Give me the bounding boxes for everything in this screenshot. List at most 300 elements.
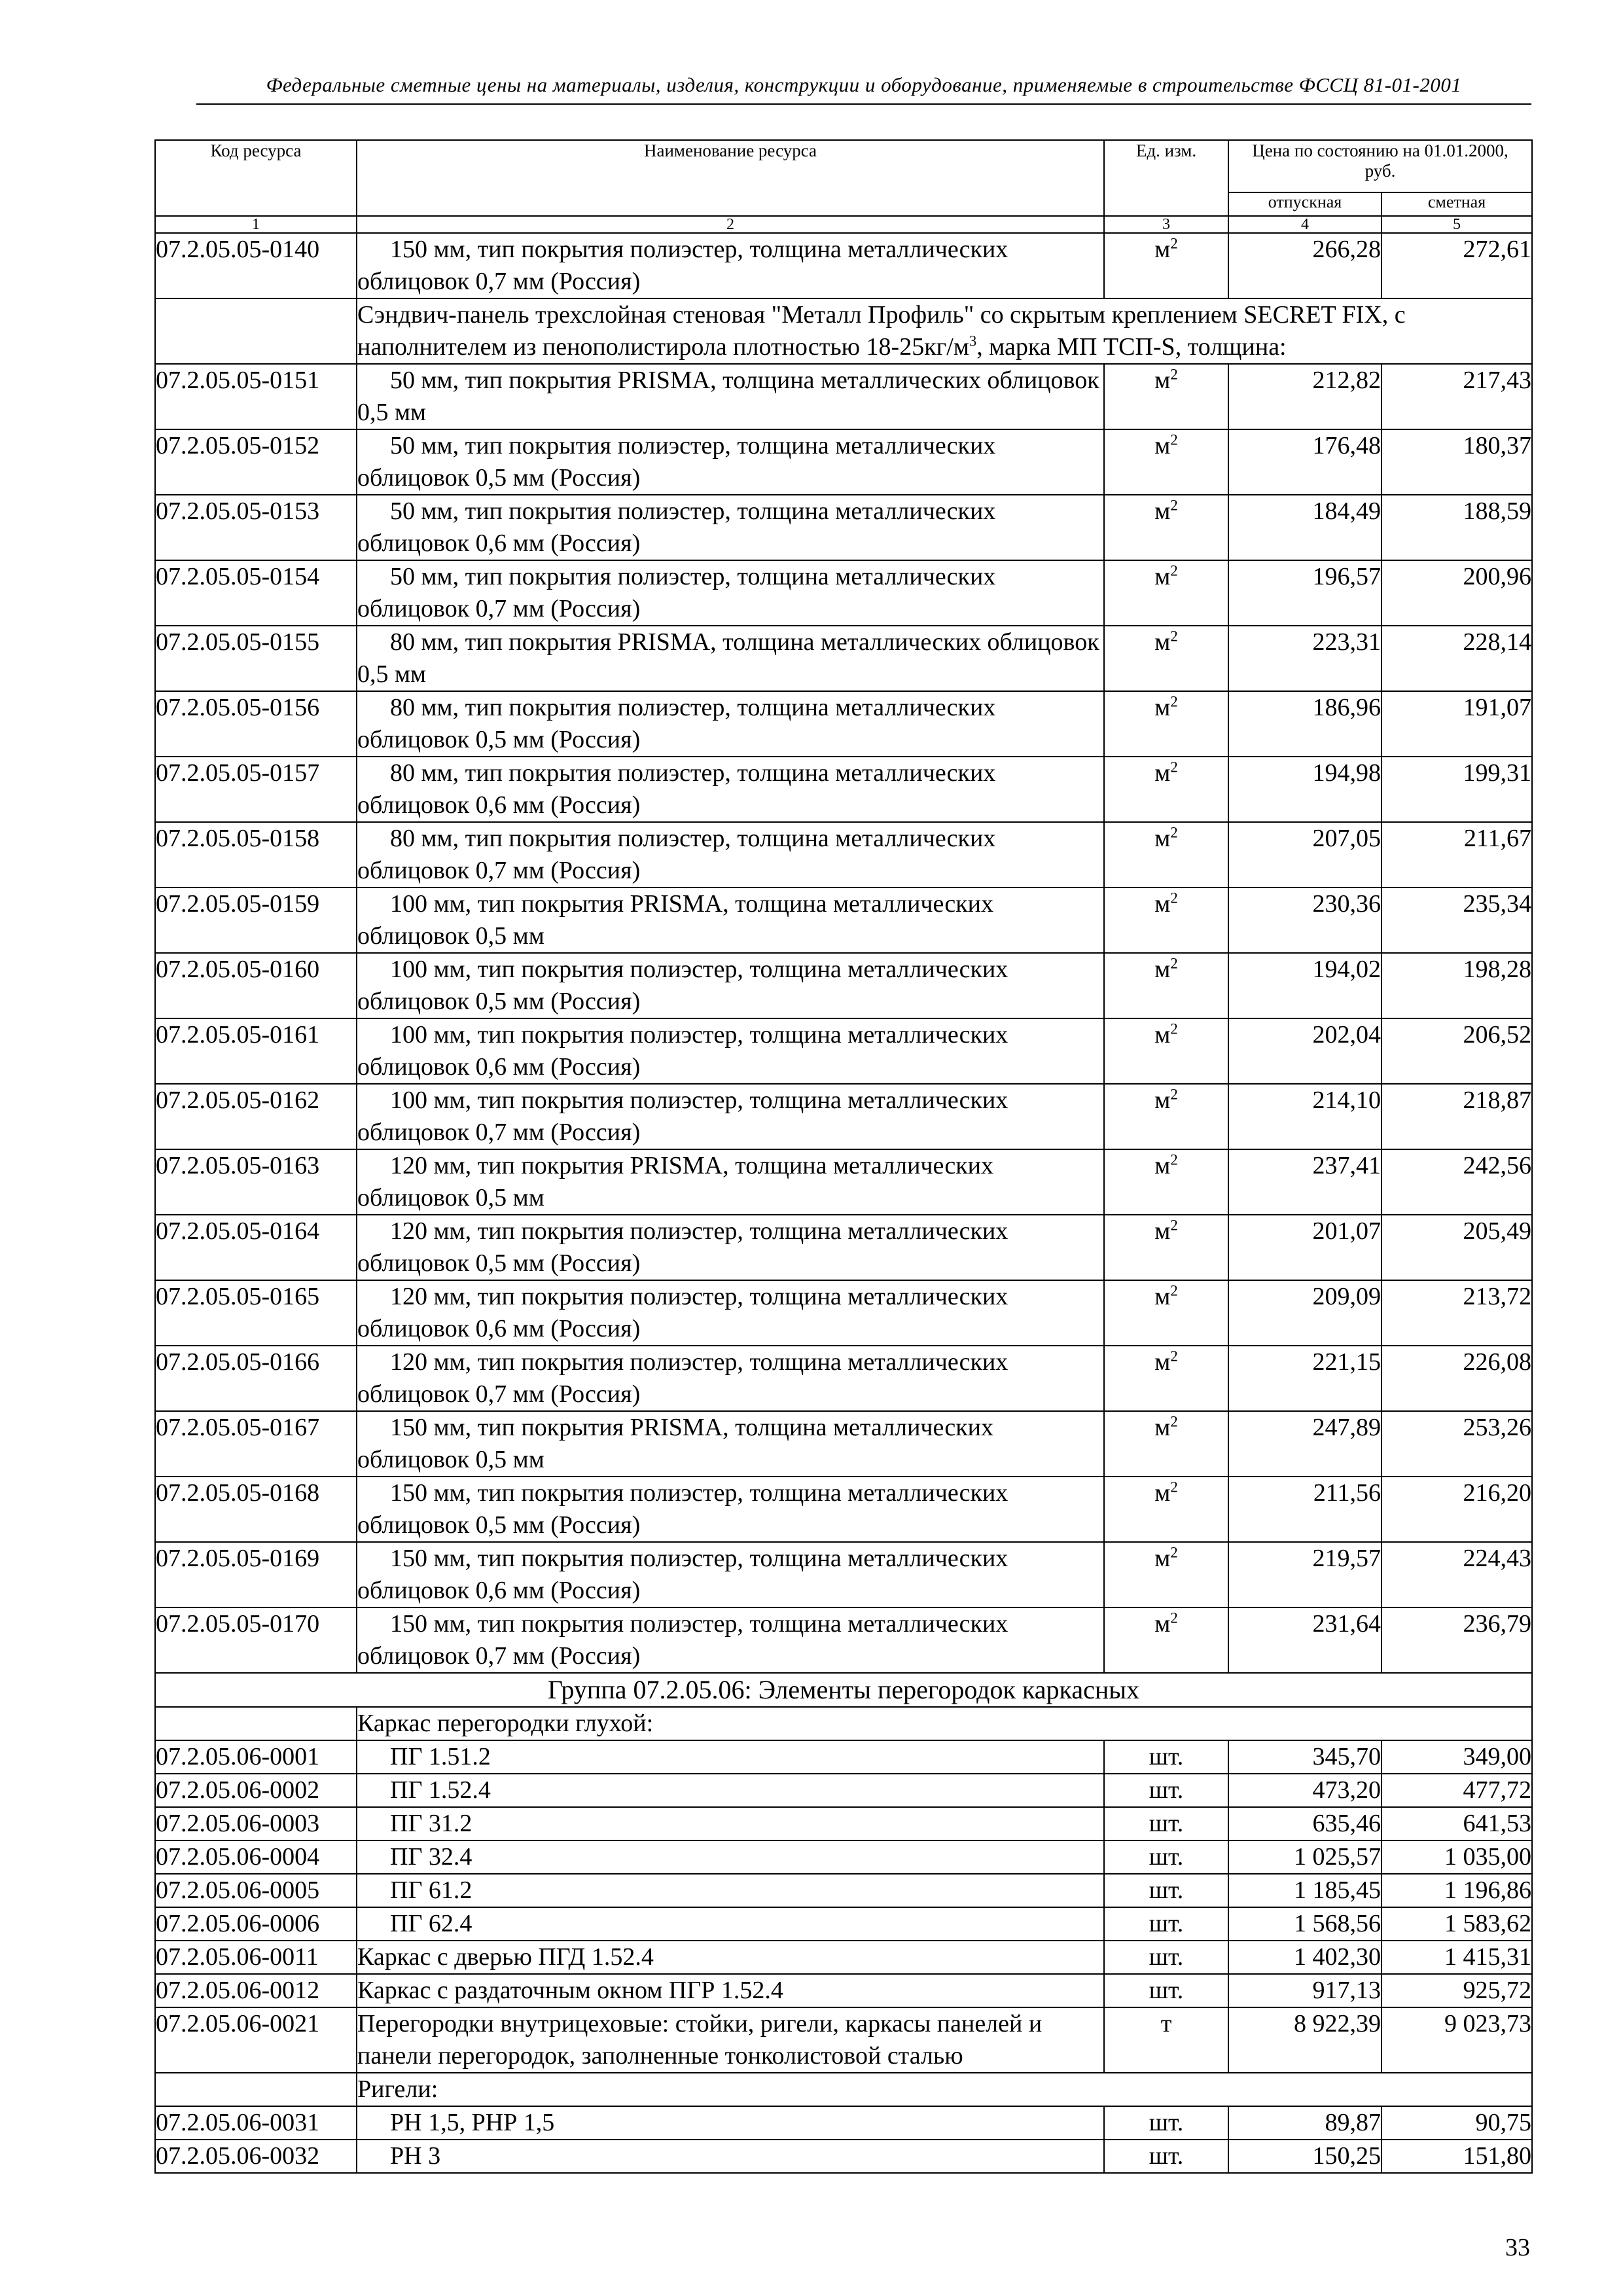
estimate-price: 188,59 [1382, 495, 1532, 560]
release-price: 230,36 [1228, 888, 1382, 953]
col-header-code: Код ресурса [155, 140, 357, 216]
unit-cell [1104, 1411, 1228, 1477]
unit-cell [1104, 2106, 1228, 2140]
column-number-row [155, 216, 1532, 233]
table-row [155, 626, 1532, 691]
resource-code: 07.2.05.05-0154 [155, 560, 357, 626]
estimate-price: 224,43 [1382, 1542, 1532, 1607]
resource-code: 07.2.05.05-0153 [155, 495, 357, 560]
unit: шт. [1149, 1843, 1184, 1871]
unit-cell [1104, 626, 1228, 691]
unit-superscript: 2 [1170, 824, 1178, 841]
resource-name: 150 мм, тип покрытия полиэстер, толщина металлических облицовок 0,5 мм (Россия) [357, 1479, 1008, 1539]
resource-code: 07.2.05.05-0167 [155, 1411, 357, 1477]
resource-code: 07.2.05.06-0031 [155, 2106, 357, 2140]
resource-name-cell [357, 1149, 1104, 1215]
unit-cell [1104, 691, 1228, 757]
table-row [155, 1477, 1532, 1542]
unit-cell [1104, 1018, 1228, 1084]
col-header-name: Наименование ресурса [357, 140, 1104, 216]
resource-code: 07.2.05.05-0162 [155, 1084, 357, 1149]
unit-cell [1104, 1974, 1228, 2007]
column-number: 3 [1104, 216, 1228, 233]
resource-name: ПГ 61.2 [390, 1876, 473, 1904]
release-price: 1 402,30 [1228, 1941, 1382, 1974]
subsection-caption [357, 1707, 1532, 1740]
unit: шт. [1149, 1876, 1184, 1904]
release-price: 231,64 [1228, 1607, 1382, 1673]
col-header-release: отпускная [1228, 192, 1382, 216]
subsection-text-tail: , марка МП ТСП-S, толщина: [976, 333, 1287, 361]
resource-code: 07.2.05.05-0165 [155, 1280, 357, 1346]
resource-name-cell [357, 2007, 1104, 2073]
col-header-unit: Ед. изм. [1104, 140, 1228, 216]
table-row [155, 1084, 1532, 1149]
empty-code-cell [155, 298, 357, 364]
estimate-price: 349,00 [1382, 1740, 1532, 1774]
subsection-row [155, 1707, 1532, 1740]
resource-code: 07.2.05.06-0003 [155, 1807, 357, 1840]
table-row [155, 1941, 1532, 1974]
column-number: 4 [1228, 216, 1382, 233]
resource-name-cell [357, 2106, 1104, 2140]
unit-superscript: 2 [1170, 1151, 1178, 1168]
table-row [155, 888, 1532, 953]
table-row [155, 1807, 1532, 1840]
estimate-price: 211,67 [1382, 822, 1532, 888]
estimate-price: 216,20 [1382, 1477, 1532, 1542]
resource-code: 07.2.05.06-0032 [155, 2140, 357, 2173]
superscript: 3 [969, 332, 977, 350]
unit-cell [1104, 1807, 1228, 1840]
resource-name-cell [357, 1346, 1104, 1411]
release-price: 8 922,39 [1228, 2007, 1382, 2073]
subsection-text: Ригели: [357, 2075, 438, 2103]
estimate-price: 242,56 [1382, 1149, 1532, 1215]
resource-name-cell [357, 1411, 1104, 1477]
resource-name: 50 мм, тип покрытия полиэстер, толщина металлических облицовок 0,6 мм (Россия) [357, 497, 996, 557]
release-price: 186,96 [1228, 691, 1382, 757]
table-row [155, 560, 1532, 626]
resource-name: 120 мм, тип покрытия полиэстер, толщина металлических облицовок 0,7 мм (Россия) [357, 1348, 1008, 1408]
resource-code: 07.2.05.05-0155 [155, 626, 357, 691]
page-number: 33 [1505, 2234, 1530, 2261]
unit: м [1154, 759, 1171, 787]
estimate-price: 1 196,86 [1382, 1874, 1532, 1907]
estimate-price: 200,96 [1382, 560, 1532, 626]
unit: м [1154, 367, 1171, 394]
table-row [155, 1411, 1532, 1477]
release-price: 247,89 [1228, 1411, 1382, 1477]
resource-name: ПГ 1.51.2 [390, 1743, 491, 1770]
resource-name: 150 мм, тип покрытия полиэстер, толщина металлических облицовок 0,7 мм (Россия) [357, 1610, 1008, 1670]
estimate-price: 198,28 [1382, 953, 1532, 1018]
resource-code: 07.2.05.05-0140 [155, 233, 357, 298]
table-row [155, 2106, 1532, 2140]
resource-name-cell [357, 1907, 1104, 1941]
resource-name-cell [357, 1215, 1104, 1280]
unit: м [1154, 497, 1171, 525]
subsection-caption [357, 2073, 1532, 2106]
resource-name-cell [357, 953, 1104, 1018]
release-price: 209,09 [1228, 1280, 1382, 1346]
estimate-price: 925,72 [1382, 1974, 1532, 2007]
estimate-price: 9 023,73 [1382, 2007, 1532, 2073]
unit: м [1154, 825, 1171, 852]
unit: м [1154, 1086, 1171, 1114]
unit-superscript: 2 [1170, 1413, 1178, 1430]
table-row [155, 1907, 1532, 1941]
unit-cell [1104, 364, 1228, 429]
unit-superscript: 2 [1170, 889, 1178, 906]
resource-code: 07.2.05.06-0001 [155, 1740, 357, 1774]
unit-cell [1104, 822, 1228, 888]
unit-superscript: 2 [1170, 693, 1178, 710]
estimate-price: 226,08 [1382, 1346, 1532, 1411]
resource-name-cell [357, 1774, 1104, 1807]
unit: шт. [1149, 2109, 1184, 2136]
resource-code: 07.2.05.06-0021 [155, 2007, 357, 2073]
table-row [155, 1840, 1532, 1874]
resource-name: 50 мм, тип покрытия полиэстер, толщина металлических облицовок 0,7 мм (Россия) [357, 563, 996, 622]
estimate-price: 1 035,00 [1382, 1840, 1532, 1874]
resource-name-cell [357, 888, 1104, 953]
unit-cell [1104, 1840, 1228, 1874]
unit-superscript: 2 [1170, 366, 1178, 383]
table-row [155, 1874, 1532, 1907]
unit: м [1154, 1610, 1171, 1638]
release-price: 473,20 [1228, 1774, 1382, 1807]
unit-cell [1104, 953, 1228, 1018]
resource-name: РН 1,5, РНР 1,5 [390, 2109, 555, 2136]
resource-code: 07.2.05.06-0002 [155, 1774, 357, 1807]
col-header-estimate: сметная [1382, 192, 1532, 216]
table-row [155, 364, 1532, 429]
resource-code: 07.2.05.05-0159 [155, 888, 357, 953]
unit-cell [1104, 233, 1228, 298]
resource-name: Каркас с раздаточным окном ПГР 1.52.4 [357, 1977, 783, 2004]
resource-code: 07.2.05.05-0156 [155, 691, 357, 757]
estimate-price: 217,43 [1382, 364, 1532, 429]
resource-name-cell [357, 626, 1104, 691]
unit: шт. [1149, 1943, 1184, 1971]
unit-superscript: 2 [1170, 235, 1178, 252]
estimate-price: 213,72 [1382, 1280, 1532, 1346]
unit-cell [1104, 560, 1228, 626]
estimate-price: 218,87 [1382, 1084, 1532, 1149]
unit-superscript: 2 [1170, 562, 1178, 579]
table-row [155, 1149, 1532, 1215]
resource-name: ПГ 1.52.4 [390, 1776, 491, 1804]
unit: м [1154, 1348, 1171, 1376]
subsection-text: Сэндвич-панель трехслойная стеновая "Металл Профиль" со скрытым креплением SECRET FIX, с наполнителем из пенополистирола плотностью 18-25кг/м [357, 301, 1406, 361]
release-price: 201,07 [1228, 1215, 1382, 1280]
unit-superscript: 2 [1170, 628, 1178, 645]
resource-name-cell [357, 495, 1104, 560]
unit: м [1154, 1021, 1171, 1049]
resource-name: 80 мм, тип покрытия полиэстер, толщина металлических облицовок 0,7 мм (Россия) [357, 825, 996, 884]
resource-name-cell [357, 1974, 1104, 2007]
unit-superscript: 2 [1170, 1217, 1178, 1234]
estimate-price: 235,34 [1382, 888, 1532, 953]
resource-name-cell [357, 1280, 1104, 1346]
table-row [155, 1774, 1532, 1807]
resource-code: 07.2.05.05-0169 [155, 1542, 357, 1607]
resource-name: 80 мм, тип покрытия полиэстер, толщина металлических облицовок 0,5 мм (Россия) [357, 694, 996, 753]
group-heading: Группа 07.2.05.06: Элементы перегородок каркасных [155, 1673, 1532, 1707]
unit-cell [1104, 1149, 1228, 1215]
resource-name: 100 мм, тип покрытия полиэстер, толщина металлических облицовок 0,7 мм (Россия) [357, 1086, 1008, 1146]
column-number: 5 [1382, 216, 1532, 233]
unit-cell [1104, 1542, 1228, 1607]
resource-name: 120 мм, тип покрытия PRISMA, толщина металлических облицовок 0,5 мм [357, 1152, 994, 1211]
unit: м [1154, 1283, 1171, 1310]
unit-cell [1104, 429, 1228, 495]
resource-code: 07.2.05.06-0004 [155, 1840, 357, 1874]
empty-code-cell [155, 1707, 357, 1740]
resource-code: 07.2.05.05-0170 [155, 1607, 357, 1673]
resource-name-cell [357, 822, 1104, 888]
estimate-price: 90,75 [1382, 2106, 1532, 2140]
unit-cell [1104, 1874, 1228, 1907]
unit: шт. [1149, 2142, 1184, 2170]
release-price: 266,28 [1228, 233, 1382, 298]
table-row [155, 822, 1532, 888]
unit-superscript: 2 [1170, 1086, 1178, 1103]
table-row [155, 1542, 1532, 1607]
resource-name: 150 мм, тип покрытия полиэстер, толщина металлических облицовок 0,7 мм (Россия) [357, 236, 1008, 295]
unit-superscript: 2 [1170, 431, 1178, 448]
release-price: 207,05 [1228, 822, 1382, 888]
unit: м [1154, 1545, 1171, 1572]
unit-cell [1104, 2140, 1228, 2173]
resource-price-table [154, 139, 1533, 2174]
resource-name-cell [357, 757, 1104, 822]
resource-name: 100 мм, тип покрытия полиэстер, толщина металлических облицовок 0,6 мм (Россия) [357, 1021, 1008, 1081]
resource-name: РН 3 [390, 2142, 441, 2170]
page-header-title: Федеральные сметные цены на материалы, изделия, конструкции и оборудование, применяемые в строительстве ФССЦ 81-01-2001 [266, 73, 1462, 96]
unit: шт. [1149, 1743, 1184, 1770]
header-rule [196, 103, 1531, 105]
table-row [155, 1740, 1532, 1774]
unit: м [1154, 628, 1171, 656]
unit-superscript: 2 [1170, 1020, 1178, 1037]
table-row [155, 1607, 1532, 1673]
table-row [155, 1346, 1532, 1411]
unit-cell [1104, 1907, 1228, 1941]
table-row [155, 233, 1532, 298]
unit-cell [1104, 1774, 1228, 1807]
unit: шт. [1149, 1810, 1184, 1837]
column-number: 1 [155, 216, 357, 233]
release-price: 150,25 [1228, 2140, 1382, 2173]
unit-cell [1104, 495, 1228, 560]
resource-name-cell [357, 560, 1104, 626]
resource-name-cell [357, 1740, 1104, 1774]
resource-name-cell [357, 429, 1104, 495]
resource-name: 80 мм, тип покрытия PRISMA, толщина металлических облицовок 0,5 мм [357, 628, 1099, 688]
estimate-price: 151,80 [1382, 2140, 1532, 2173]
release-price: 176,48 [1228, 429, 1382, 495]
release-price: 212,82 [1228, 364, 1382, 429]
resource-name: ПГ 31.2 [390, 1810, 473, 1837]
resource-code: 07.2.05.06-0006 [155, 1907, 357, 1941]
resource-name-cell [357, 1941, 1104, 1974]
unit: м [1154, 890, 1171, 918]
col-header-price-group: Цена по состоянию на 01.01.2000, руб. [1228, 140, 1532, 192]
unit-cell [1104, 888, 1228, 953]
resource-code: 07.2.05.05-0160 [155, 953, 357, 1018]
unit: м [1154, 694, 1171, 721]
table-row [155, 1215, 1532, 1280]
resource-code: 07.2.05.05-0166 [155, 1346, 357, 1411]
release-price: 219,57 [1228, 1542, 1382, 1607]
release-price: 202,04 [1228, 1018, 1382, 1084]
resource-name-cell [357, 691, 1104, 757]
unit: шт. [1149, 1776, 1184, 1804]
unit: м [1154, 1414, 1171, 1441]
table-body [155, 233, 1532, 2173]
estimate-price: 1 415,31 [1382, 1941, 1532, 1974]
estimate-price: 236,79 [1382, 1607, 1532, 1673]
table-row [155, 429, 1532, 495]
table-row [155, 691, 1532, 757]
resource-name: Каркас с дверью ПГД 1.52.4 [357, 1943, 654, 1971]
release-price: 917,13 [1228, 1974, 1382, 2007]
estimate-price: 228,14 [1382, 626, 1532, 691]
resource-name-cell [357, 1807, 1104, 1840]
unit-cell [1104, 1346, 1228, 1411]
table-header-row [155, 140, 1532, 192]
unit-superscript: 2 [1170, 1348, 1178, 1365]
estimate-price: 191,07 [1382, 691, 1532, 757]
resource-name-cell [357, 1607, 1104, 1673]
resource-name: 100 мм, тип покрытия полиэстер, толщина металлических облицовок 0,5 мм (Россия) [357, 956, 1008, 1015]
subsection-row [155, 2073, 1532, 2106]
table-row [155, 2140, 1532, 2173]
unit: м [1154, 1217, 1171, 1245]
resource-code: 07.2.05.05-0164 [155, 1215, 357, 1280]
resource-code: 07.2.05.05-0151 [155, 364, 357, 429]
estimate-price: 199,31 [1382, 757, 1532, 822]
resource-name-cell [357, 233, 1104, 298]
release-price: 237,41 [1228, 1149, 1382, 1215]
unit-cell [1104, 1215, 1228, 1280]
release-price: 194,02 [1228, 953, 1382, 1018]
estimate-price: 180,37 [1382, 429, 1532, 495]
unit: шт. [1149, 1977, 1184, 2004]
release-price: 1 185,45 [1228, 1874, 1382, 1907]
resource-name-cell [357, 1840, 1104, 1874]
table-row [155, 1974, 1532, 2007]
release-price: 221,15 [1228, 1346, 1382, 1411]
unit-cell [1104, 1280, 1228, 1346]
release-price: 214,10 [1228, 1084, 1382, 1149]
resource-code: 07.2.05.05-0158 [155, 822, 357, 888]
unit-cell [1104, 2007, 1228, 2073]
unit-cell [1104, 1740, 1228, 1774]
release-price: 196,57 [1228, 560, 1382, 626]
resource-name: 150 мм, тип покрытия PRISMA, толщина металлических облицовок 0,5 мм [357, 1414, 994, 1473]
resource-name: 50 мм, тип покрытия полиэстер, толщина металлических облицовок 0,5 мм (Россия) [357, 432, 996, 492]
release-price: 211,56 [1228, 1477, 1382, 1542]
resource-name: 150 мм, тип покрытия полиэстер, толщина металлических облицовок 0,6 мм (Россия) [357, 1545, 1008, 1604]
table-row [155, 495, 1532, 560]
release-price: 194,98 [1228, 757, 1382, 822]
resource-code: 07.2.05.05-0152 [155, 429, 357, 495]
subsection-row [155, 298, 1532, 364]
release-price: 635,46 [1228, 1807, 1382, 1840]
empty-code-cell [155, 2073, 357, 2106]
unit: м [1154, 432, 1171, 459]
resource-name: ПГ 32.4 [390, 1843, 473, 1871]
estimate-price: 641,53 [1382, 1807, 1532, 1840]
estimate-price: 206,52 [1382, 1018, 1532, 1084]
unit-cell [1104, 1477, 1228, 1542]
table-row [155, 757, 1532, 822]
unit: м [1154, 563, 1171, 590]
estimate-price: 253,26 [1382, 1411, 1532, 1477]
resource-name: 100 мм, тип покрытия PRISMA, толщина металлических облицовок 0,5 мм [357, 890, 994, 950]
unit-superscript: 2 [1170, 759, 1178, 776]
release-price: 345,70 [1228, 1740, 1382, 1774]
unit: м [1154, 236, 1171, 263]
unit: м [1154, 1152, 1171, 1179]
resource-name-cell [357, 1874, 1104, 1907]
resource-name-cell [357, 1018, 1104, 1084]
resource-name-cell [357, 1477, 1104, 1542]
unit-superscript: 2 [1170, 1479, 1178, 1496]
unit-superscript: 2 [1170, 1544, 1178, 1561]
subsection-text: Каркас перегородки глухой: [357, 1710, 654, 1737]
unit-superscript: 2 [1170, 497, 1178, 514]
table-row [155, 1280, 1532, 1346]
unit-cell [1104, 757, 1228, 822]
estimate-price: 272,61 [1382, 233, 1532, 298]
unit-cell [1104, 1607, 1228, 1673]
resource-name: ПГ 62.4 [390, 1910, 473, 1937]
resource-code: 07.2.05.06-0005 [155, 1874, 357, 1907]
resource-name: 80 мм, тип покрытия полиэстер, толщина металлических облицовок 0,6 мм (Россия) [357, 759, 996, 819]
unit-cell [1104, 1941, 1228, 1974]
unit: шт. [1149, 1910, 1184, 1937]
table-row [155, 953, 1532, 1018]
subsection-caption [357, 298, 1532, 364]
release-price: 1 568,56 [1228, 1907, 1382, 1941]
table-row [155, 1018, 1532, 1084]
release-price: 184,49 [1228, 495, 1382, 560]
unit-superscript: 2 [1170, 1282, 1178, 1299]
unit-superscript: 2 [1170, 955, 1178, 972]
resource-name: 120 мм, тип покрытия полиэстер, толщина металлических облицовок 0,6 мм (Россия) [357, 1283, 1008, 1342]
resource-name-cell [357, 1542, 1104, 1607]
group-heading-row [155, 1673, 1532, 1707]
release-price: 89,87 [1228, 2106, 1382, 2140]
table-row [155, 2007, 1532, 2073]
resource-code: 07.2.05.06-0011 [155, 1941, 357, 1974]
resource-code: 07.2.05.05-0168 [155, 1477, 357, 1542]
resource-name-cell [357, 364, 1104, 429]
resource-code: 07.2.05.05-0161 [155, 1018, 357, 1084]
release-price: 1 025,57 [1228, 1840, 1382, 1874]
resource-code: 07.2.05.05-0163 [155, 1149, 357, 1215]
resource-name: 120 мм, тип покрытия полиэстер, толщина металлических облицовок 0,5 мм (Россия) [357, 1217, 1008, 1277]
unit-cell [1104, 1084, 1228, 1149]
estimate-price: 477,72 [1382, 1774, 1532, 1807]
unit-superscript: 2 [1170, 1609, 1178, 1626]
resource-name: 50 мм, тип покрытия PRISMA, толщина металлических облицовок 0,5 мм [357, 367, 1099, 426]
resource-code: 07.2.05.05-0157 [155, 757, 357, 822]
